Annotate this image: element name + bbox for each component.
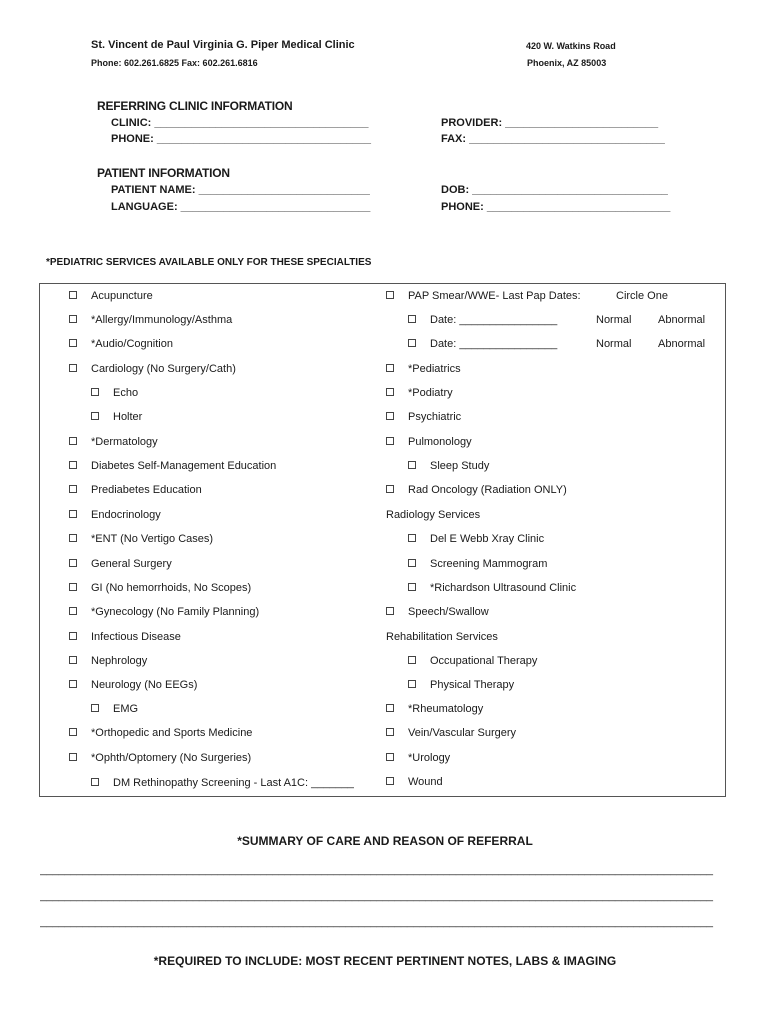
service-label: Cardiology (No Surgery/Cath): [91, 363, 236, 375]
service-speech-swallow[interactable]: [386, 605, 489, 619]
service-pap-smear[interactable]: [386, 289, 581, 303]
service-label: *Richardson Ultrasound Clinic: [430, 582, 577, 594]
service-label: Sleep Study: [430, 460, 490, 472]
summary-heading: *SUMMARY OF CARE AND REASON OF REFERRAL: [237, 834, 533, 848]
service-label: General Surgery: [91, 558, 172, 570]
service-pediatrics[interactable]: [386, 362, 461, 376]
service-endocrinology[interactable]: [69, 508, 161, 522]
service-label: *Gynecology (No Family Planning): [91, 606, 260, 618]
service-label: *Allergy/Immunology/Asthma: [91, 314, 233, 326]
service-label: Prediabetes Education: [91, 484, 202, 496]
service-label: Screening Mammogram: [430, 558, 548, 570]
rehabilitation-services-heading: Rehabilitation Services: [386, 631, 498, 643]
address-line-1: 420 W. Watkins Road: [526, 41, 616, 51]
service-echo[interactable]: [91, 386, 138, 400]
service-label: Neurology (No EEGs): [91, 679, 198, 691]
service-physical-therapy[interactable]: [408, 678, 514, 692]
checkbox-icon[interactable]: [69, 315, 77, 323]
service-label: EMG: [113, 703, 139, 715]
checkbox-icon[interactable]: [386, 291, 394, 299]
pediatric-note: *PEDIATRIC SERVICES AVAILABLE ONLY FOR THESE SPECIALTIES: [46, 257, 372, 268]
pap-date-2[interactable]: [408, 337, 557, 351]
clinic-phone-fax: Phone: 602.261.6825 Fax: 602.261.6816: [91, 58, 258, 68]
service-screening-mammogram[interactable]: [408, 557, 547, 571]
checkbox-icon[interactable]: [408, 680, 416, 688]
checkbox-icon[interactable]: [69, 753, 77, 761]
service-label: Echo: [113, 387, 139, 399]
service-dm-retinopathy[interactable]: [91, 776, 354, 790]
checkbox-icon[interactable]: [386, 388, 394, 396]
checkbox-icon[interactable]: [386, 753, 394, 761]
checkbox-icon[interactable]: [91, 778, 99, 786]
service-label: *Rheumatology: [408, 703, 484, 715]
clinic-name: St. Vincent de Paul Virginia G. Piper Medical Clinic: [91, 39, 355, 51]
checkbox-icon[interactable]: [69, 291, 77, 299]
checkbox-icon[interactable]: [408, 534, 416, 542]
service-label: Endocrinology: [91, 509, 161, 521]
checkbox-icon[interactable]: [69, 437, 77, 445]
service-acupuncture[interactable]: [69, 289, 153, 303]
required-note: *REQUIRED TO INCLUDE: MOST RECENT PERTINENT NOTES, LABS & IMAGING: [153, 954, 617, 968]
service-holter[interactable]: [91, 410, 142, 424]
service-rheumatology[interactable]: [386, 702, 483, 716]
service-occupational-therapy[interactable]: [408, 654, 537, 668]
service-label: Rad Oncology (Radiation ONLY): [408, 484, 567, 496]
service-richardson-ultrasound[interactable]: [408, 581, 576, 595]
service-label: *Ophth/Optomery (No Surgeries): [91, 752, 252, 764]
checkbox-icon[interactable]: [69, 680, 77, 688]
service-ent[interactable]: [69, 532, 213, 546]
checkbox-icon[interactable]: [69, 534, 77, 542]
pap-date-1-abnormal[interactable]: Abnormal: [658, 314, 706, 326]
checkbox-icon[interactable]: [408, 559, 416, 567]
referring-fax-field[interactable]: FAX: ________________________________: [441, 133, 665, 145]
checkbox-icon[interactable]: [69, 632, 77, 640]
service-label: Speech/Swallow: [408, 606, 489, 618]
checkbox-icon[interactable]: [69, 559, 77, 567]
service-label: Wound: [408, 776, 443, 788]
service-rad-oncology[interactable]: [386, 483, 567, 497]
checkbox-icon[interactable]: [69, 461, 77, 469]
service-ophth[interactable]: [69, 751, 251, 765]
summary-line-2[interactable]: ______________________________________________________________________________________________________________: [40, 890, 713, 902]
service-label: *Dermatology: [91, 436, 158, 448]
service-label: GI (No hemorrhoids, No Scopes): [91, 582, 252, 594]
pap-date-2-abnormal[interactable]: Abnormal: [658, 338, 706, 350]
patient-phone-field[interactable]: PHONE: ______________________________: [441, 201, 671, 213]
referring-provider-field[interactable]: PROVIDER: _________________________: [441, 117, 659, 129]
checkbox-icon[interactable]: [69, 510, 77, 518]
service-gynecology[interactable]: [69, 605, 259, 619]
service-label: *ENT (No Vertigo Cases): [91, 533, 214, 545]
service-gi[interactable]: [69, 581, 251, 595]
service-label: Diabetes Self-Management Education: [91, 460, 277, 472]
service-label: *Orthopedic and Sports Medicine: [91, 727, 253, 739]
service-emg[interactable]: [91, 702, 138, 716]
summary-line-3[interactable]: ______________________________________________________________________________________________________________: [40, 916, 713, 928]
checkbox-icon[interactable]: [386, 412, 394, 420]
checkbox-icon[interactable]: [69, 339, 77, 347]
checkbox-icon[interactable]: [408, 461, 416, 469]
service-label: PAP Smear/WWE- Last Pap Dates:: [408, 290, 581, 302]
checkbox-icon[interactable]: [69, 728, 77, 736]
service-label: *Pediatrics: [408, 363, 461, 375]
pap-date-1[interactable]: [408, 313, 557, 327]
service-label: Acupuncture: [91, 290, 153, 302]
checkbox-icon[interactable]: [408, 315, 416, 323]
checkbox-icon[interactable]: [408, 339, 416, 347]
patient-heading: PATIENT INFORMATION: [97, 166, 230, 180]
referring-heading: REFERRING CLINIC INFORMATION: [97, 99, 293, 113]
patient-dob-field[interactable]: DOB: ________________________________: [441, 184, 668, 196]
service-prediabetes-education[interactable]: [69, 483, 202, 497]
checkbox-icon[interactable]: [69, 656, 77, 664]
service-allergy[interactable]: [69, 313, 232, 327]
service-label: DM Rethinopathy Screening - Last A1C: _______: [113, 777, 354, 789]
radiology-services-heading: Radiology Services: [386, 509, 481, 521]
checkbox-icon[interactable]: [386, 728, 394, 736]
checkbox-icon[interactable]: [386, 364, 394, 372]
service-nephrology[interactable]: [69, 654, 147, 668]
service-label: Occupational Therapy: [430, 655, 538, 667]
service-sleep-study[interactable]: [408, 459, 489, 473]
service-label: Physical Therapy: [430, 679, 515, 691]
checkbox-icon[interactable]: [386, 704, 394, 712]
service-audio[interactable]: [69, 337, 173, 351]
service-label: *Podiatry: [408, 387, 453, 399]
checkbox-icon[interactable]: [386, 437, 394, 445]
service-label: Date: ________________: [430, 338, 558, 350]
service-podiatry[interactable]: [386, 386, 453, 400]
service-label: *Urology: [408, 752, 451, 764]
service-neurology[interactable]: [69, 678, 197, 692]
service-label: Psychiatric: [408, 411, 462, 423]
pap-circle-one: Circle One: [616, 290, 668, 302]
service-label: Pulmonology: [408, 436, 472, 448]
service-psychiatric[interactable]: [386, 410, 461, 424]
service-pulmonology[interactable]: [386, 435, 472, 449]
service-vein-vascular[interactable]: [386, 726, 516, 740]
service-del-e-webb[interactable]: [408, 532, 544, 546]
service-orthopedic[interactable]: [69, 726, 252, 740]
referring-phone-field[interactable]: PHONE: ___________________________________: [111, 133, 371, 145]
service-label: Holter: [113, 411, 143, 423]
service-wound[interactable]: [386, 775, 443, 789]
summary-line-1[interactable]: ______________________________________________________________________________________________________________: [40, 864, 713, 876]
checkbox-icon[interactable]: [69, 485, 77, 493]
service-label: Date: ________________: [430, 314, 558, 326]
address-line-2: Phoenix, AZ 85003: [527, 58, 607, 68]
checkbox-icon[interactable]: [69, 607, 77, 615]
service-label: Vein/Vascular Surgery: [408, 727, 517, 739]
checkbox-icon[interactable]: [69, 583, 77, 591]
patient-language-field[interactable]: LANGUAGE: _______________________________: [111, 201, 371, 213]
checkbox-icon[interactable]: [91, 704, 99, 712]
service-infectious-disease[interactable]: [69, 630, 181, 644]
service-label: Infectious Disease: [91, 631, 181, 643]
pap-date-2-normal[interactable]: Normal: [596, 338, 632, 350]
pap-date-1-normal[interactable]: Normal: [596, 314, 632, 326]
checkbox-icon[interactable]: [386, 485, 394, 493]
service-general-surgery[interactable]: [69, 557, 172, 571]
checkbox-icon[interactable]: [69, 364, 77, 372]
checkbox-icon[interactable]: [91, 388, 99, 396]
checkbox-icon[interactable]: [408, 583, 416, 591]
service-label: *Audio/Cognition: [91, 338, 173, 350]
service-cardiology[interactable]: [69, 362, 236, 376]
referring-clinic-field[interactable]: CLINIC: ___________________________________: [111, 117, 369, 129]
service-label: Del E Webb Xray Clinic: [430, 533, 545, 545]
service-dermatology[interactable]: [69, 435, 158, 449]
patient-name-field[interactable]: PATIENT NAME: ____________________________: [111, 184, 370, 196]
checkbox-icon[interactable]: [408, 656, 416, 664]
checkbox-icon[interactable]: [91, 412, 99, 420]
checkbox-icon[interactable]: [386, 607, 394, 615]
service-label: Nephrology: [91, 655, 148, 667]
service-urology[interactable]: [386, 751, 450, 765]
checkbox-icon[interactable]: [386, 777, 394, 785]
service-diabetes-education[interactable]: [69, 459, 276, 473]
